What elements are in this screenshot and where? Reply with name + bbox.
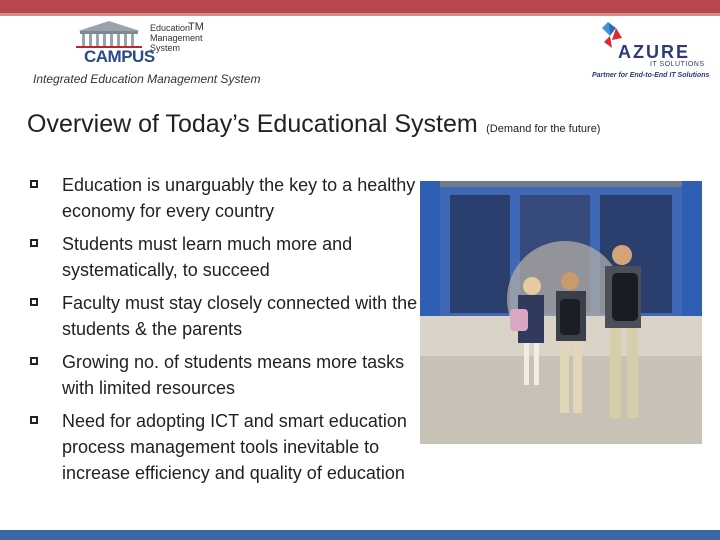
- bullet-text: Students must learn much more and systematically, to succeed: [62, 234, 353, 280]
- square-bullet-icon: [30, 416, 38, 424]
- azure-logo: [592, 20, 711, 82]
- square-bullet-icon: [30, 239, 38, 247]
- bullet-item: [30, 408, 420, 486]
- campus-logo: [72, 19, 222, 69]
- bullet-item: [30, 231, 420, 283]
- campus-line-3: System: [150, 43, 181, 53]
- slide-title: [27, 110, 600, 139]
- bullet-text: Growing no. of students means more tasks with limited resources: [62, 352, 405, 398]
- square-bullet-icon: [30, 180, 38, 188]
- campus-line-1: Education: [150, 23, 191, 33]
- azure-wordmark: AZURE: [618, 42, 690, 62]
- bullet-text: Need for adopting ICT and smart education process management tools inevitable to increase efficiency and quality of education: [62, 411, 407, 483]
- students-photo: [420, 181, 702, 444]
- azure-subtitle: IT SOLUTIONS: [650, 61, 705, 68]
- header-bar: [0, 0, 720, 13]
- header-tagline: Integrated Education Management System: [33, 72, 261, 86]
- campus-wordmark: CAMPUS: [84, 47, 155, 66]
- square-bullet-icon: [30, 298, 38, 306]
- azure-partner-line: Partner for End-to-End IT Solutions: [592, 72, 710, 79]
- bullet-list: [30, 172, 420, 493]
- bullet-item: [30, 172, 420, 224]
- header-bar-accent: [0, 13, 720, 16]
- bullet-item: [30, 290, 420, 342]
- slide-title-main: Overview of Today’s Educational System: [27, 110, 478, 138]
- square-bullet-icon: [30, 357, 38, 365]
- bullet-text: Education is unarguably the key to a healthy economy for every country: [62, 175, 416, 221]
- trademark-mark: TM: [188, 21, 204, 33]
- campus-line-2: Management: [150, 33, 203, 43]
- bullet-item: [30, 349, 420, 401]
- slide-title-subtitle: (Demand for the future): [486, 123, 601, 135]
- footer-bar: [0, 530, 720, 540]
- bullet-text: Faculty must stay closely connected with the students & the parents: [62, 293, 418, 339]
